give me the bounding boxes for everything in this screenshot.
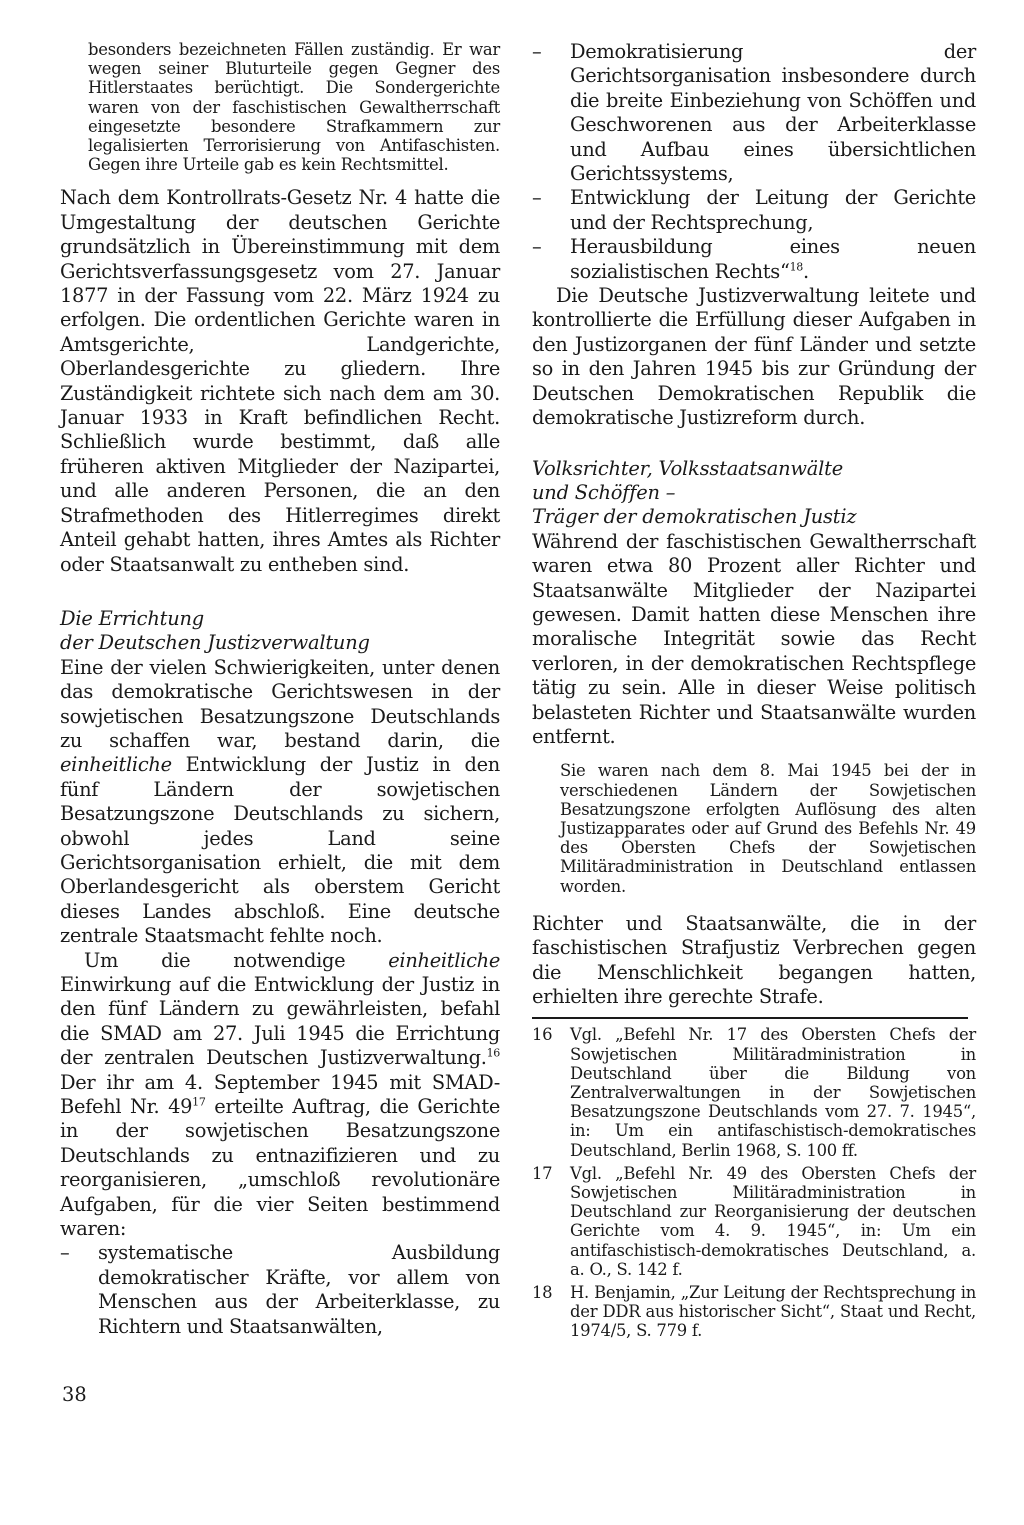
heading-line: und Schöffen – — [532, 480, 676, 504]
text-run: Eine der vielen Schwierigkeiten, unter denen das demokratische Gerichtswesen in der sowjetischen Besatzungszone Deutschlands zu schaffen war, bestand darin, die — [60, 655, 500, 752]
footnote-divider — [532, 1017, 968, 1019]
task-list-right — [532, 40, 976, 284]
left-column — [60, 40, 500, 1339]
note-entlassen: Sie waren nach dem 8. Mai 1945 bei der in verschiedenen Ländern der Sowjetischen Besatzungszone erfolgten Auflösung des alten Justizapparates oder auf Grund des Befehls Nr. 49 des Obersten Chefs der Sowjetischen Militäradministration in Deutschland entlassen worden. — [560, 761, 976, 896]
footnote-ref-17[interactable]: 17 — [192, 1095, 206, 1109]
paragraph-schwierigkeiten — [60, 656, 500, 949]
list-item — [532, 235, 976, 284]
paragraph-kontrollrat: Nach dem Kontrollrats-Gesetz Nr. 4 hatte die Umgestaltung der deutschen Gerichte grundsätzlich in Übereinstimmung mit dem Gerichtsverfassungsgesetz vom 27. Januar 1877 in der Fassung vom 22. März 1924 zu erfolgen. Die ordentlichen Gerichte waren in Amtsgerichte, Landgerichte, Oberlandesgerichte zu gliedern. Ihre Zuständigkeit richtete sich nach dem am 30. Januar 1933 in Kraft befindlichen Recht. Schließlich wurde bestimmt, daß alle früheren aktiven Mitglieder der Nazipartei, und alle anderen Personen, die an den Strafmethoden des Hitlerregimes direkt Anteil gehabt hatten, ihres Amtes als Richter oder Staatsanwalt zu entheben sind. — [60, 186, 500, 576]
text-run: Um die notwendige — [84, 948, 389, 972]
list-item-end: . — [802, 259, 809, 283]
right-column — [532, 40, 976, 1341]
list-item — [532, 186, 976, 235]
list-item — [532, 40, 976, 186]
task-list-left — [60, 1241, 500, 1339]
list-item-text: systematische Ausbildung demokratischer Kräfte, vor allem von Menschen aus der Arbeiterklasse, zu Richtern und Staatsanwälten, — [98, 1241, 500, 1338]
footnote-number: 16 — [532, 1025, 553, 1045]
section-heading-justizverwaltung — [60, 607, 500, 656]
heading-line: Volksrichter, Volksstaatsanwälte — [532, 456, 844, 480]
intro-note: besonders bezeichneten Fällen zuständig. Er war wegen seiner Bluturteile gegen Gegner des Hitlerstaates berüchtigt. Die Sondergerichte waren von der faschistischen Gewaltherrschaft eingesetzte besondere Strafkammern zur legalisierten Terrorisierung von Antifaschisten. Gegen ihre Urteile gab es kein Rechtsmittel. — [88, 40, 500, 175]
footnote-number: 17 — [532, 1163, 553, 1183]
footnote-17 — [532, 1164, 976, 1279]
footnote-ref-16[interactable]: 16 — [486, 1046, 500, 1060]
paragraph-strafe: Richter und Staatsanwälte, die in der faschistischen Strafjustiz Verbrechen gegen die Menschlichkeit begangen hatten, erhielten ihre gerechte Strafe. — [532, 911, 976, 1009]
paragraph-smad — [60, 949, 500, 1242]
dash-bullet: – — [532, 186, 542, 210]
list-item — [60, 1241, 500, 1339]
footnote-18 — [532, 1283, 976, 1341]
paragraph-gewaltherrschaft: Während der faschistischen Gewaltherrschaft waren etwa 80 Prozent aller Richter und Staatsanwälte Mitglieder der Nazipartei gewesen. Damit hatten diese Menschen ihre moralische Integrität sowie das Recht verloren, in der demokratischen Rechtspflege tätig zu sein. Alle in dieser Weise politisch belasteten Richter und Staatsanwälte wurden entfernt. — [532, 529, 976, 748]
dash-bullet: – — [532, 40, 542, 63]
footnote-text: Vgl. „Befehl Nr. 17 des Obersten Chefs der Sowjetischen Militäradministration in Deutschland über die Bildung von Zentralverwaltungen in der Sowjetischen Besatzungszone Deutschlands vom 27. 7. 1945“, in: Um ein antifaschistisch-demokratisches Deutschland, Berlin 1968, S. 100 ff. — [570, 1025, 976, 1160]
text-run: Einwirkung auf die Entwicklung der Justiz in den fünf Ländern zu gewährleisten, befahl die SMAD am 27. Juli 1945 die Errichtung der zentralen Deutschen Justizverwaltung. — [60, 973, 500, 1070]
footnote-text: H. Benjamin, „Zur Leitung der Rechtsprechung in der DDR aus historischer Sicht“, Staat und Recht, 1974/5, S. 779 f. — [570, 1283, 976, 1341]
footnote-16 — [532, 1025, 976, 1159]
paragraph-justizverwaltung: Die Deutsche Justizverwaltung leitete und kontrollierte die Erfüllung dieser Aufgaben in den Justizorganen der fünf Länder und setzte so in den Jahren 1945 bis zur Gründung der Deutschen Demokratischen Republik die demokratische Justizreform durch. — [532, 284, 976, 430]
page-number: 38 — [62, 1383, 87, 1406]
dash-bullet: – — [60, 1241, 70, 1265]
text-run: erteilte Auftrag, die Gerichte in der sowjetischen Besatzungszone Deutschlands zu entnazifizieren und zu reorganisieren, „umschloß revolutionäre Aufgaben, für die vier Seiten bestimmend waren: — [60, 1095, 500, 1241]
heading-line: der Deutschen Justizverwaltung — [60, 631, 370, 655]
dash-bullet: – — [532, 235, 542, 259]
emphasis: einheitliche — [388, 948, 500, 972]
heading-line: Träger der demokratischen Justiz — [532, 505, 857, 529]
emphasis: einheitliche — [60, 753, 172, 777]
heading-line: Die Errichtung — [60, 606, 205, 630]
list-item-text: Demokratisierung der Gerichtsorganisation insbesondere durch die breite Einbeziehung von Schöffen und Geschworenen aus der Arbeiterklasse und Aufbau eines übersichtlichen Gerichtssystems, — [570, 40, 976, 186]
section-heading-volksrichter — [532, 457, 976, 530]
list-item-text: Herausbildung eines neuen sozialistischen Rechts“ — [570, 235, 976, 283]
footnotes — [532, 1025, 976, 1340]
text-run: Der ihr am 4. September 1945 mit SMAD-Befehl Nr. 49 — [60, 1070, 500, 1119]
text-run: Entwicklung der Justiz in den fünf Ländern der sowjetischen Besatzungszone Deutschlands zu sichern, obwohl jedes Land seine Gerichtsorganisation erhielt, die mit dem Oberlandesgericht als oberstem Gericht dieses Landes abschloß. Eine deutsche zentrale Staatsmacht fehlte noch. — [60, 753, 500, 948]
list-item-text: Entwicklung der Leitung der Gerichte und der Rechtsprechung, — [570, 186, 976, 234]
footnote-number: 18 — [532, 1283, 553, 1303]
footnote-text: Vgl. „Befehl Nr. 49 des Obersten Chefs der Sowjetischen Militäradministration in Deutschland zur Reorganisierung der deutschen Gerichte vom 4. 9. 1945“, in: Um ein antifaschistisch-demokratisches Deutschland, a. a. O., S. 142 f. — [570, 1163, 976, 1279]
footnote-ref-18[interactable]: 18 — [789, 260, 803, 274]
